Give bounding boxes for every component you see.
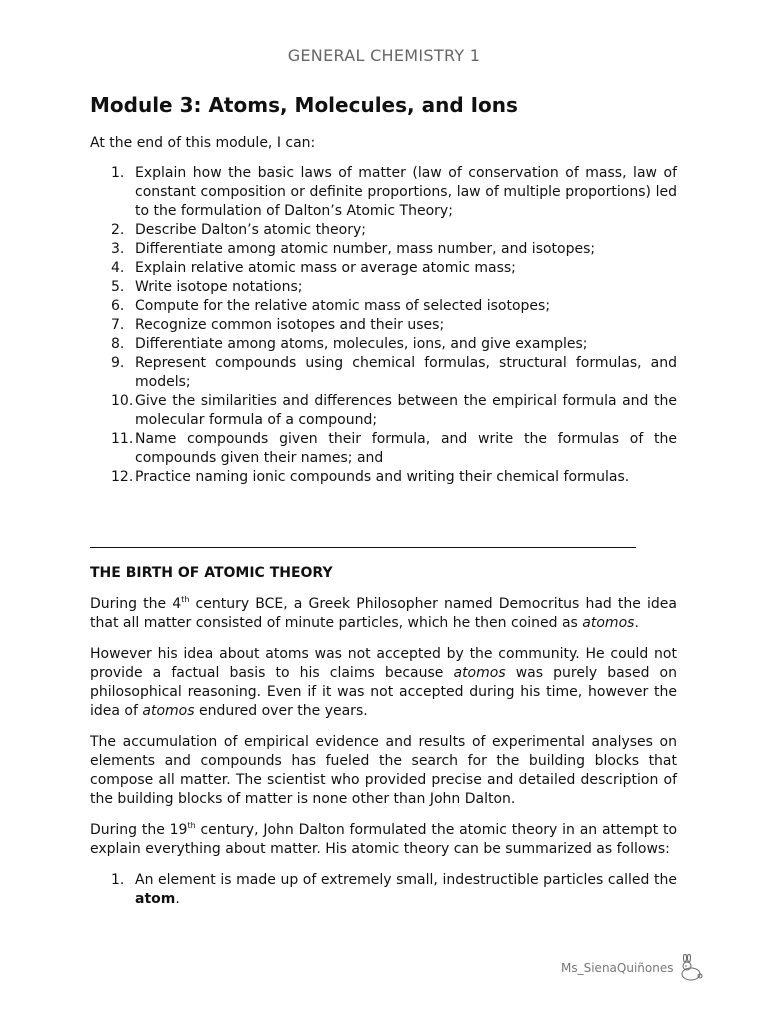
text-run: During the 19 [90,822,188,838]
list-item [90,335,677,354]
item-number: 11. [111,431,134,447]
paragraph-evidence: The accumulation of empirical evidence and results of experimental analyses on elements and compounds has fueled the search for the building blocks that compose all matter. The scientist who provided precise and detailed description of the building blocks of matter is none other than John Dalton. [90,734,677,807]
item-text: Name compounds given their formula, and write the formulas of the compounds given their names; and [135,431,677,466]
italic-term: atomos [582,615,635,631]
item-text: Differentiate among atoms, molecules, ions, and give examples; [135,336,588,352]
list-item [90,316,677,335]
item-text: Describe Dalton’s atomic theory; [135,222,366,238]
item-text: Give the similarities and differences between the empirical formula and the molecular formula of a compound; [135,393,677,428]
item-number: 12. [111,469,134,485]
list-item [90,297,677,316]
module-title: Module 3: Atoms, Molecules, and Ions [90,93,518,117]
objectives-list [90,164,677,487]
paragraph-dalton [90,821,677,859]
italic-term: atomos [142,703,195,719]
item-text: Explain how the basic laws of matter (law of conservation of mass, law of constant composition or definite proportions, law of multiple proportions) led to the formulation of Dalton’s Atomic Theory; [135,165,677,219]
text-run: century, John Dalton formulated the atomic theory in an attempt to explain everything about matter. His atomic theory can be summarized as follows: [90,822,678,857]
list-item [90,354,677,392]
item-text: Explain relative atomic mass or average atomic mass; [135,260,516,276]
module-objectives [90,92,677,487]
section-title: THE BIRTH OF ATOMIC THEORY [90,565,333,581]
atomic-theory-section [90,564,677,909]
text-run: was purely based on philosophical reasoning. Even if it was not accepted during his time, however the idea of [90,665,677,719]
text-run: endured over the years. [194,703,368,719]
section-divider [90,547,636,548]
text-run: century BCE, a Greek Philosopher named Democritus had the idea that all matter consisted of minute particles, which he then coined as [90,596,677,631]
list-item [90,164,677,221]
item-text: Recognize common isotopes and their uses; [135,317,445,333]
text-run: . [175,891,180,907]
bunny-icon [678,954,704,986]
item-number: 1. [111,165,125,181]
page-header: GENERAL CHEMISTRY 1 [287,46,481,65]
item-number: 8. [111,336,125,352]
item-text: Compute for the relative atomic mass of selected isotopes; [135,298,551,314]
item-number: 3. [111,241,125,257]
italic-term: atomos [453,665,506,681]
list-item [90,278,677,297]
item-number: 9. [111,355,125,371]
item-text: Represent compounds using chemical formulas, structural formulas, and models; [135,355,677,390]
item-number: 6. [111,298,125,314]
bold-term: atom [135,891,176,907]
list-item [90,430,677,468]
text-run: During the 4 [90,596,182,612]
list-item [90,468,677,487]
item-text: Differentiate among atomic number, mass number, and isotopes; [135,241,596,257]
dalton-theory-list [90,871,677,909]
item-number: 2. [111,222,125,238]
list-item [90,259,677,278]
footer-author: Ms_SienaQuiñones [561,961,674,975]
list-item [90,221,677,240]
paragraph-democritus [90,595,677,633]
item-text: Practice naming ionic compounds and writing their chemical formulas. [135,469,630,485]
list-item [90,871,677,909]
text-run: . [634,615,639,631]
item-number: 4. [111,260,125,276]
list-item [90,392,677,430]
text-run: However his idea about atoms was not accepted by the community. He could not provide a factual basis to his claims because [90,646,677,681]
item-number: 5. [111,279,125,295]
item-text: Write isotope notations; [135,279,303,295]
paragraph-rejection [90,645,677,721]
superscript: th [181,595,190,604]
item-number: 7. [111,317,125,333]
item-number: 1. [111,872,125,888]
module-intro: At the end of this module, I can: [90,135,316,151]
item-number: 10. [111,393,134,409]
list-item [90,240,677,259]
item-text: An element is made up of extremely small, indestructible particles called the [135,872,677,888]
superscript: th [187,821,196,830]
